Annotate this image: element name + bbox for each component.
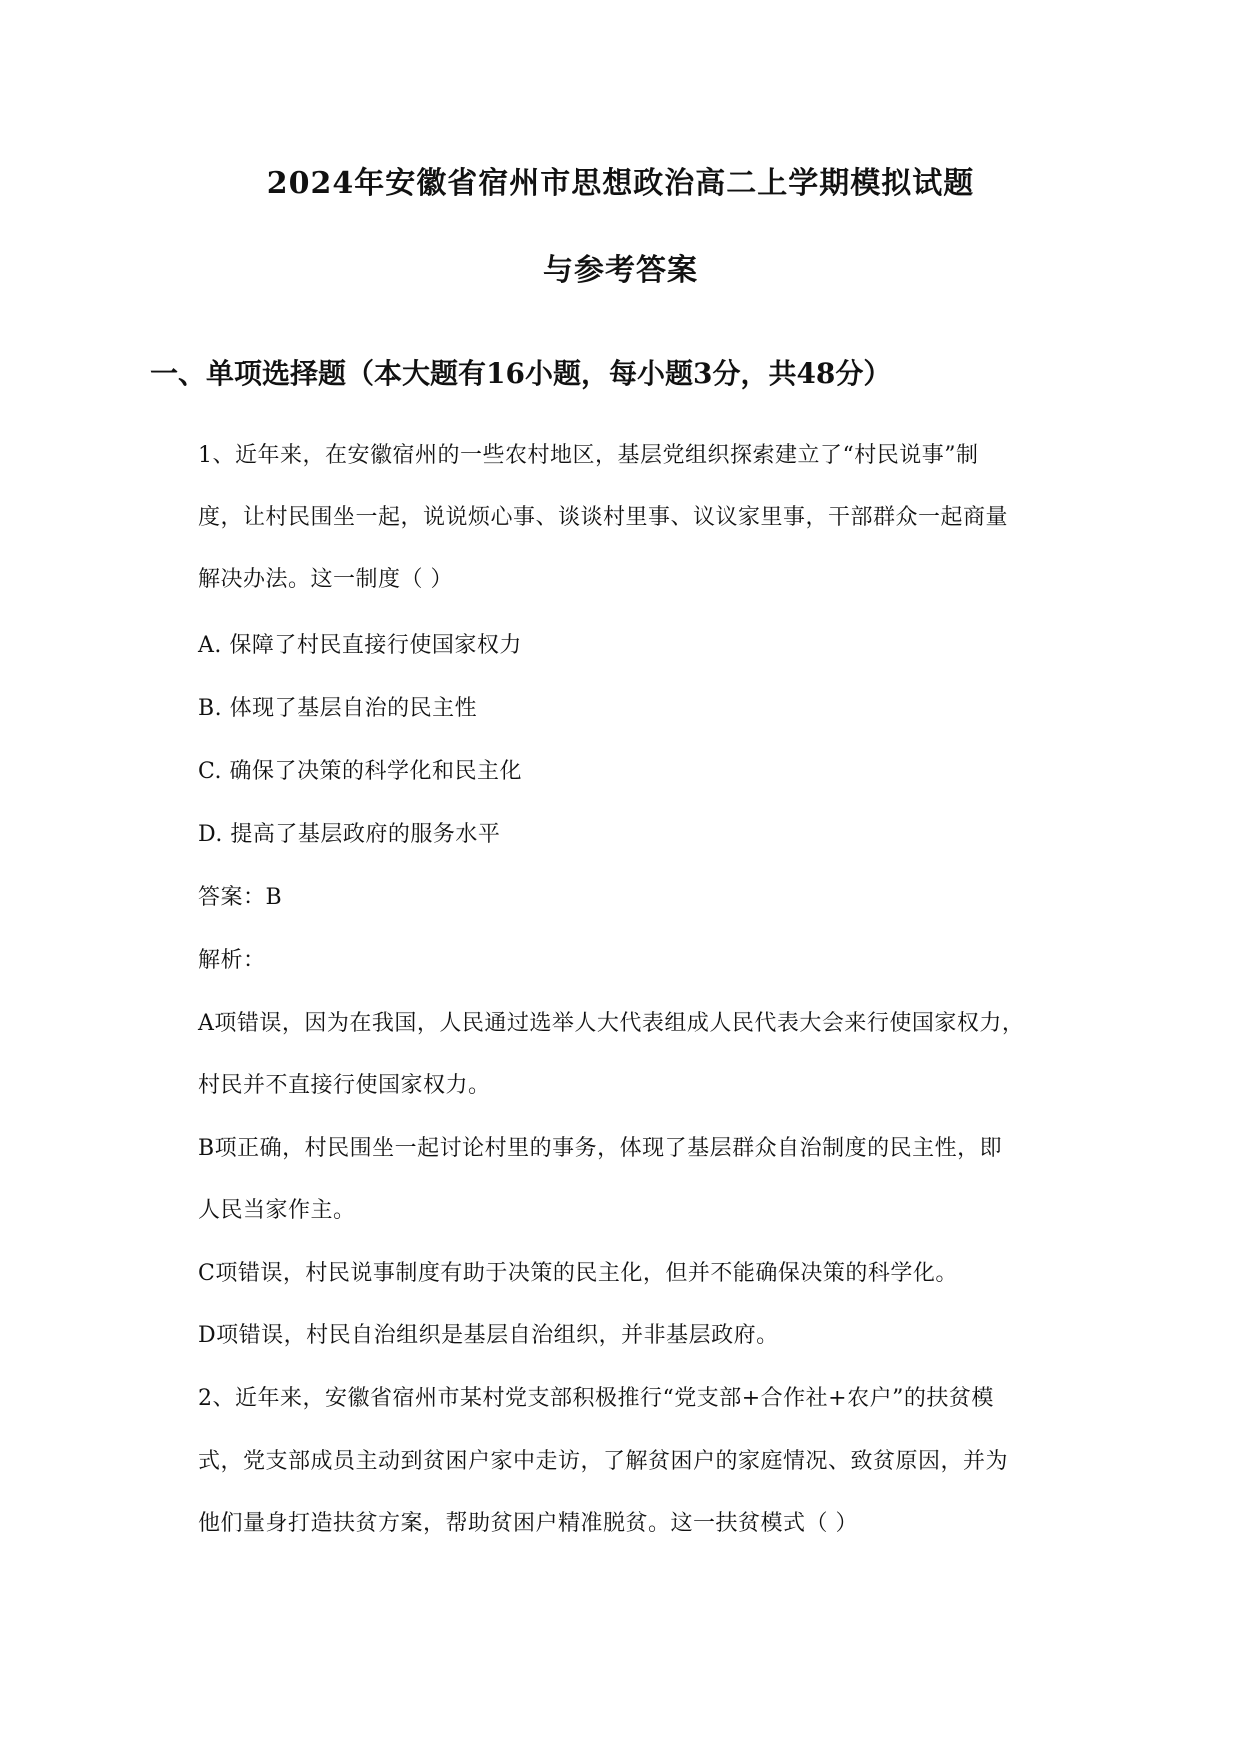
q2-stem-line-1: 2、近年来，安徽省宿州市某村党支部积极推行“党支部+合作社+农户”的扶贫模 [198,1386,994,1411]
q1-stem-line-1: 1、近年来，在安徽宿州的一些农村地区，基层党组织探索建立了“村民说事”制 [198,443,979,468]
q1-stem-line-3: 解决办法。这一制度（ ） [198,567,453,592]
q1-analysis-label: 解析： [198,948,266,973]
q1-option-c: C. 确保了决策的科学化和民主化 [198,759,523,784]
q2-stem-line-3: 他们量身打造扶贫方案，帮助贫困户精准脱贫。这一扶贫模式（ ） [198,1511,858,1536]
q1-analysis-line-4: 人民当家作主。 [198,1198,356,1223]
q1-analysis-line-2: 村民并不直接行使国家权力。 [198,1073,491,1098]
q1-option-a: A. 保障了村民直接行使国家权力 [198,633,522,658]
document-title-line-1: 2024年安徽省宿州市思想政治高二上学期模拟试题 [266,166,975,201]
q1-stem-line-2: 度，让村民围坐一起，说说烦心事、谈谈村里事、议议家里事，干部群众一起商量 [198,505,1009,530]
q2-stem-line-2: 式，党支部成员主动到贫困户家中走访，了解贫困户的家庭情况、致贫原因，并为 [198,1449,1009,1474]
q1-option-d: D. 提高了基层政府的服务水平 [198,822,501,847]
q1-analysis-line-3: B项正确，村民围坐一起讨论村里的事务，体现了基层群众自治制度的民主性，即 [198,1136,1003,1161]
q1-analysis-line-5: C项错误，村民说事制度有助于决策的民主化，但并不能确保决策的科学化。 [198,1261,958,1286]
q1-analysis-line-6: D项错误，村民自治组织是基层自治组织，并非基层政府。 [198,1323,779,1348]
q1-analysis-line-1: A项错误，因为在我国，人民通过选举人大代表组成人民代表大会来行使国家权力， [198,1011,1025,1036]
section-heading-single-choice: 一、单项选择题（本大题有16小题，每小题3分，共48分） [150,357,892,390]
document-title-line-2: 与参考答案 [543,253,698,288]
q1-answer: 答案：B [198,885,283,910]
q1-option-b: B. 体现了基层自治的民主性 [198,696,478,721]
